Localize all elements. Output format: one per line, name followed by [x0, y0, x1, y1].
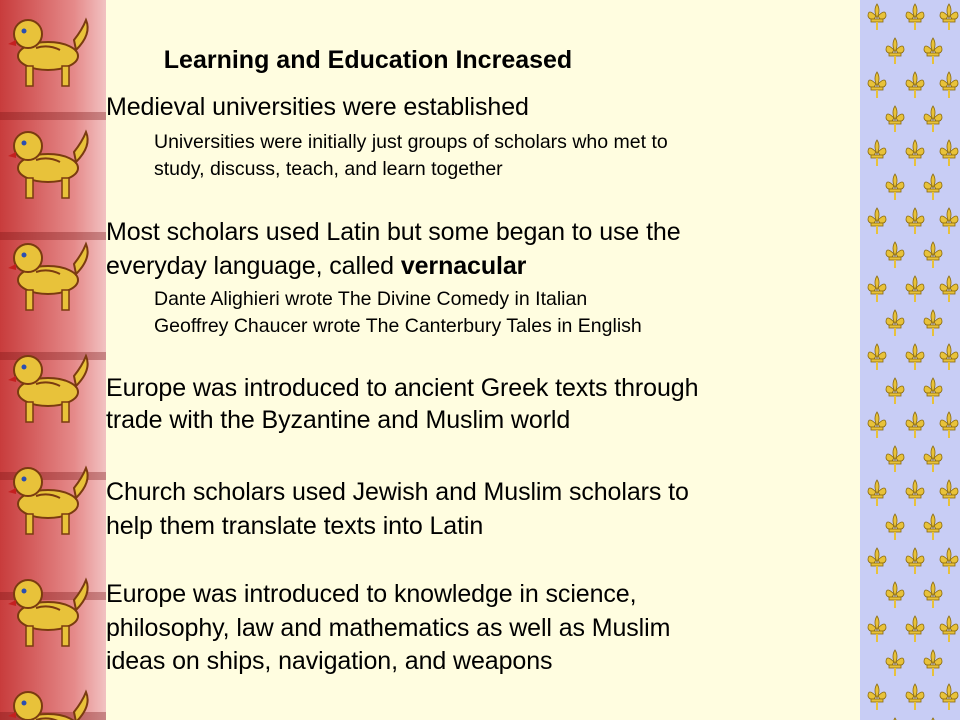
fleur-de-lis-icon — [884, 444, 906, 474]
fleur-de-lis-icon — [938, 478, 960, 508]
fleur-de-lis-icon — [904, 70, 926, 100]
fleur-de-lis-icon — [922, 172, 944, 202]
bullet-knowledge: Europe was introduced to knowledge in science, — [106, 580, 637, 608]
fleur-de-lis-icon — [884, 104, 906, 134]
fleur-de-lis-icon — [922, 512, 944, 542]
lion-icon — [6, 116, 96, 208]
bullet-church-scholars: Church scholars used Jewish and Muslim scholars to — [106, 478, 689, 506]
left-decorative-border — [0, 0, 106, 720]
sub-bullet-chaucer: Geoffrey Chaucer wrote The Canterbury Tales in English — [154, 315, 642, 337]
sub-bullet-universities-2: study, discuss, teach, and learn together — [154, 158, 503, 180]
fleur-de-lis-icon — [884, 716, 906, 720]
lion-icon — [6, 228, 96, 320]
fleur-de-lis-icon — [884, 376, 906, 406]
fleur-de-lis-icon — [866, 410, 888, 440]
bullet-greek-texts: Europe was introduced to ancient Greek texts through — [106, 374, 699, 402]
fleur-de-lis-icon — [884, 308, 906, 338]
fleur-de-lis-icon — [922, 444, 944, 474]
fleur-de-lis-icon — [866, 206, 888, 236]
fleur-de-lis-icon — [938, 614, 960, 644]
fleur-de-lis-icon — [922, 376, 944, 406]
fleur-de-lis-icon — [866, 2, 888, 32]
fleur-de-lis-icon — [866, 70, 888, 100]
fleur-de-lis-icon — [884, 172, 906, 202]
fleur-de-lis-icon — [884, 580, 906, 610]
fleur-de-lis-icon — [938, 682, 960, 712]
fleur-de-lis-icon — [884, 36, 906, 66]
fleur-de-lis-icon — [922, 308, 944, 338]
fleur-de-lis-icon — [866, 138, 888, 168]
fleur-de-lis-icon — [904, 410, 926, 440]
fleur-de-lis-icon — [938, 274, 960, 304]
bullet-latin: Most scholars used Latin but some began to use the — [106, 218, 681, 246]
bullet-church-scholars-line2: help them translate texts into Latin — [106, 512, 484, 540]
bullet-greek-texts-line2: trade with the Byzantine and Muslim world — [106, 406, 571, 434]
sub-bullet-dante: Dante Alighieri wrote The Divine Comedy in Italian — [154, 288, 588, 310]
lion-icon — [6, 4, 96, 96]
fleur-de-lis-icon — [866, 342, 888, 372]
fleur-de-lis-icon — [922, 104, 944, 134]
fleur-de-lis-icon — [922, 240, 944, 270]
fleur-de-lis-icon — [884, 512, 906, 542]
fleur-de-lis-icon — [884, 648, 906, 678]
bullet-latin-line2 — [106, 250, 526, 282]
fleur-de-lis-icon — [904, 138, 926, 168]
fleur-de-lis-icon — [938, 138, 960, 168]
fleur-de-lis-icon — [866, 478, 888, 508]
fleur-de-lis-icon — [938, 546, 960, 576]
bullet-universities: Medieval universities were established — [106, 93, 529, 121]
fleur-de-lis-icon — [938, 410, 960, 440]
fleur-de-lis-icon — [922, 36, 944, 66]
fleur-de-lis-icon — [922, 648, 944, 678]
bullet-knowledge-line2: philosophy, law and mathematics as well as Muslim — [106, 614, 671, 642]
fleur-de-lis-icon — [866, 682, 888, 712]
right-decorative-border — [860, 0, 960, 720]
fleur-de-lis-icon — [922, 580, 944, 610]
bullet-knowledge-line3: ideas on ships, navigation, and weapons — [106, 647, 553, 675]
fleur-de-lis-icon — [938, 2, 960, 32]
fleur-de-lis-icon — [904, 274, 926, 304]
fleur-de-lis-icon — [938, 342, 960, 372]
fleur-de-lis-icon — [904, 2, 926, 32]
fleur-de-lis-icon — [904, 206, 926, 236]
fleur-de-lis-icon — [904, 546, 926, 576]
slide-title: Learning and Education Increased — [163, 46, 573, 74]
fleur-de-lis-icon — [938, 70, 960, 100]
fleur-de-lis-icon — [922, 716, 944, 720]
sub-bullet-universities-1: Universities were initially just groups of scholars who met to — [154, 131, 668, 153]
fleur-de-lis-icon — [938, 206, 960, 236]
lion-icon — [6, 452, 96, 544]
fleur-de-lis-icon — [904, 478, 926, 508]
vernacular-term: vernacular — [400, 252, 527, 280]
fleur-de-lis-icon — [866, 546, 888, 576]
lion-icon — [6, 564, 96, 656]
lion-icon — [6, 676, 96, 720]
fleur-de-lis-icon — [904, 614, 926, 644]
fleur-de-lis-icon — [904, 342, 926, 372]
lion-icon — [6, 340, 96, 432]
vernacular-prefix: everyday language, called — [106, 252, 401, 280]
fleur-de-lis-icon — [904, 682, 926, 712]
fleur-de-lis-icon — [884, 240, 906, 270]
fleur-de-lis-icon — [866, 614, 888, 644]
fleur-de-lis-icon — [866, 274, 888, 304]
